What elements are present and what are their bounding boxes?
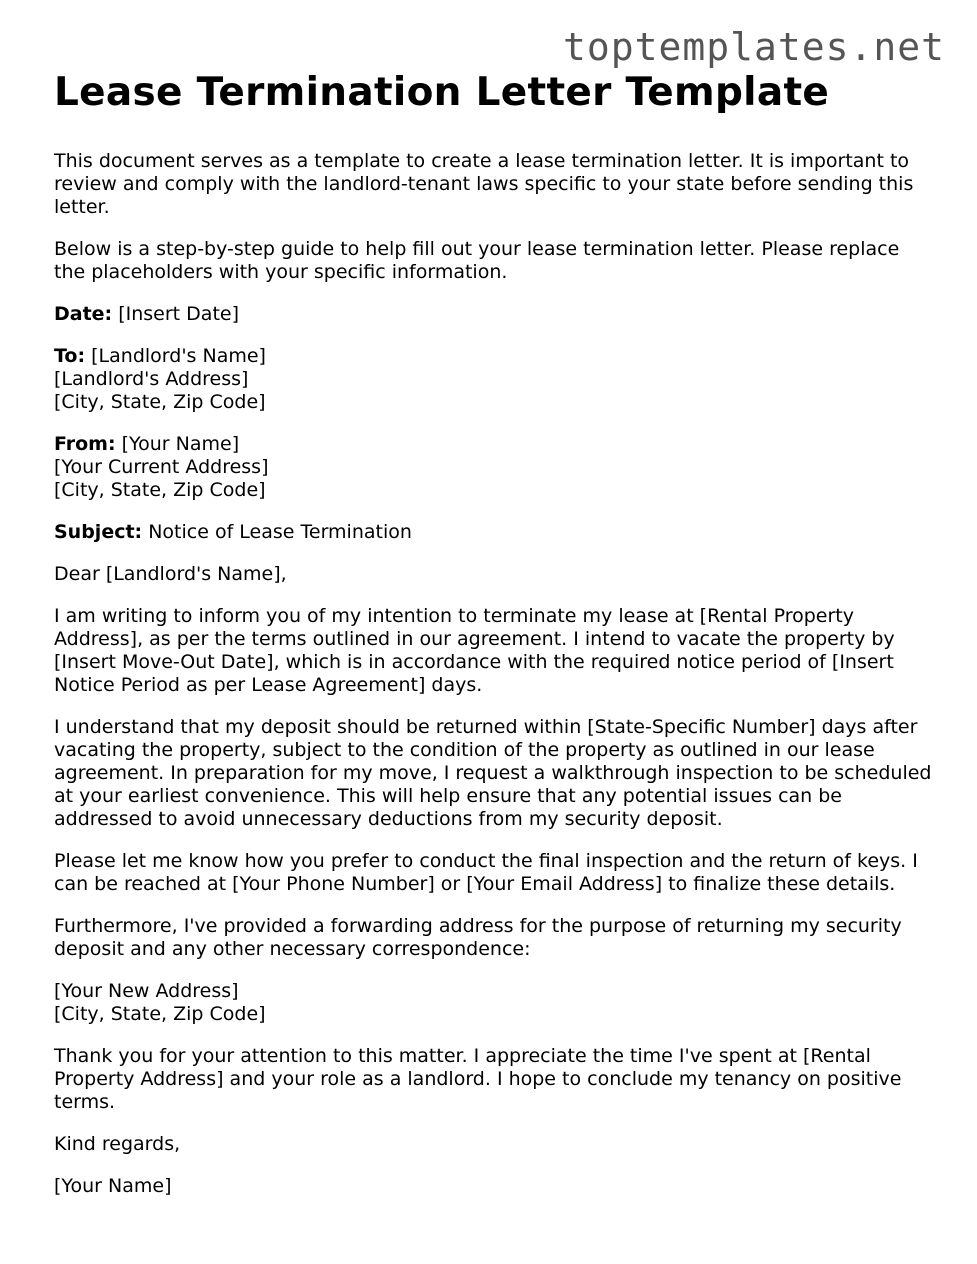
document-page [54,70,934,1217]
subject-label: Subject: [54,521,143,543]
from-city: [City, State, Zip Code] [54,479,266,501]
to-block [54,345,934,414]
salutation: Dear [Landlord's Name], [54,563,287,585]
from-label: From: [54,433,116,455]
date-label: Date: [54,303,113,325]
forwarding-city: [City, State, Zip Code] [54,1003,266,1025]
from-name: [Your Name] [121,433,240,455]
body-paragraph-1: I am writing to inform you of my intention to terminate my lease at [Rental Property Address], as per the terms outlined in our agreement. I intend to vacate the property by [Insert Move-Out Date], which is in accordance with the required notice period of [Insert Notice Period as per Lease Agreement] days. [54,605,895,696]
body-paragraph-3: Please let me know how you prefer to conduct the final inspection and the return of keys. I can be reached at [Your Phone Number] or [Your Email Address] to finalize these details. [54,850,918,895]
forwarding-address: [Your New Address] [54,980,239,1002]
forwarding-address-block [54,980,934,1026]
intro-paragraph-2: Below is a step-by-step guide to help fill out your lease termination letter. Please replace the placeholders with your specific information. [54,238,900,283]
to-name: [Landlord's Name] [91,345,266,367]
closing-paragraph: Thank you for your attention to this matter. I appreciate the time I've spent at [Rental Property Address] and your role as a landlord. I hope to conclude my tenancy on positive terms. [54,1045,902,1113]
from-block [54,433,934,502]
body-paragraph-4: Furthermore, I've provided a forwarding address for the purpose of returning my security deposit and any other necessary correspondence: [54,915,902,960]
date-value: [Insert Date] [118,303,239,325]
to-city: [City, State, Zip Code] [54,391,266,413]
date-line [54,303,934,326]
subject-line [54,521,934,544]
body-paragraph-2: I understand that my deposit should be returned within [State-Specific Number] days after vacating the property, subject to the condition of the property as outlined in our lease agreement. In preparation for my move, I request a walkthrough inspection to be scheduled at your earliest convenience. This will help ensure that any potential issues can be addressed to avoid unnecessary deductions from my security deposit. [54,716,932,830]
intro-paragraph-1: This document serves as a template to create a lease termination letter. It is important to review and comply with the landlord-tenant laws specific to your state before sending this letter. [54,150,914,218]
watermark: toptemplates.net [562,25,945,69]
from-address: [Your Current Address] [54,456,269,478]
signature: [Your Name] [54,1175,172,1197]
to-address: [Landlord's Address] [54,368,249,390]
document-title: Lease Termination Letter Template [54,70,830,115]
signoff: Kind regards, [54,1133,181,1155]
subject-value: Notice of Lease Termination [148,521,412,543]
to-label: To: [54,345,86,367]
